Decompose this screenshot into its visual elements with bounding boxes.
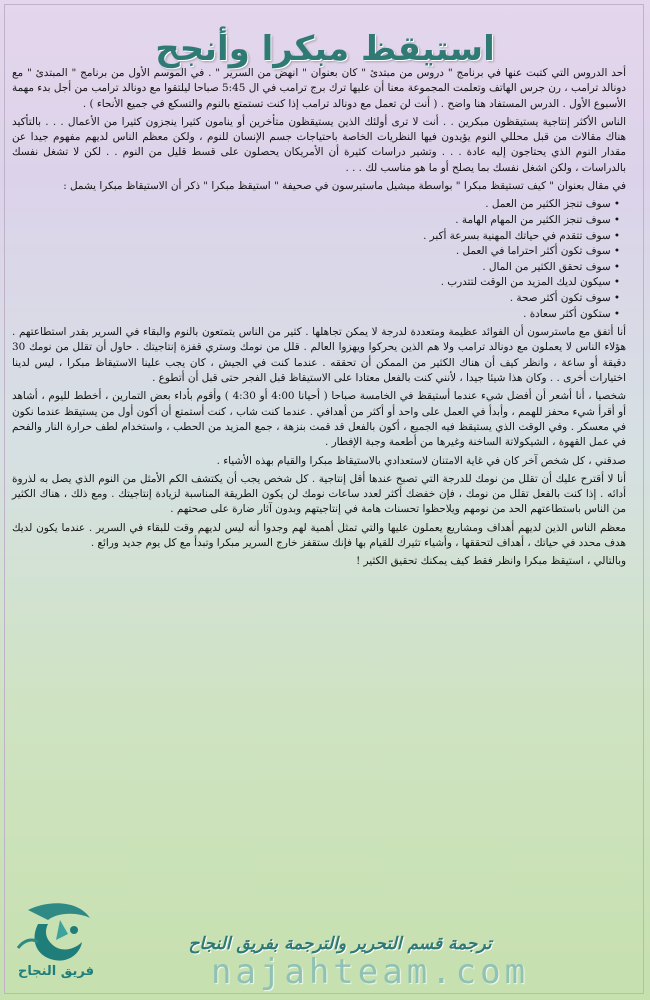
- list-item: • سوف تنجز الكثير من العمل .: [12, 197, 620, 213]
- website-watermark[interactable]: najahteam.com: [210, 952, 530, 992]
- translation-credit: ترجمة قسم التحرير والترجمة بفريق النجاح: [188, 934, 492, 954]
- list-item: • سيكون لديك المزيد من الوقت لتتدرب .: [12, 275, 620, 291]
- list-item: • سوف تكون أكثر صحة .: [12, 291, 620, 307]
- list-item: • ستكون أكثر سعادة .: [12, 307, 620, 323]
- paragraph-gratitude: صدقني ، كل شخص آخر كان في غاية الامتنان لاستعدادي بالاستيقاظ مبكرا والقيام بهذه الأشياء .: [216, 454, 626, 467]
- page-title: استيقظ مبكرا وأنجح: [155, 28, 495, 69]
- paragraph-advice: أنا لا أقترح عليك أن تقلل من نومك للدرجة التي تصبح عندها أقل إنتاجية . كل شخص يجب أن يكتشف الكم الأمثل من النوم الذي يصل به لذروة أدائه . إذا كنت بالفعل تقلل من نومك ، فإن خفضك أكثر لعدد ساعات نومك لن يكون الطريقة المناسبة لزيادة إنتاجيتك . ومع ذلك ، هناك الكثير من الناس باستطاعتهم الحد من نومهم ويلاحظوا تحسنات هامة في إنتاجيتهم وبدون آثار ضارة على صحتهم .: [12, 472, 626, 516]
- logo-text: فريق النجاح: [18, 964, 94, 979]
- list-item: • سوف تنجز الكثير من المهام الهامة .: [12, 213, 620, 229]
- paragraph-personal: شخصيا ، أنا أشعر أن أفضل شيء عندما أستيقظ في الخامسة صباحا ( أحيانا 4:00 أو 4:30 ) وأقوم بأداء بعض التمارين ، أخطط لليوم ، أشاهد أو أقرأ شيء محفز للهمم ، وأبدأ في العمل على واحد أو أكثر من أهدافي . عندما كنت شاب ، كنت أستمتع أن أكون أول من يستيقظ عندما نكون في معسكر . وفي الوقت الذي يستيقظ فيه الجميع ، أكون بالفعل قد قمت بنزهة ، جمع المزيد من الحطب ، واستخدام لطف حرارة النار والفحم في عمل القهوة ، الشيكولاتة الساخنة وغيرها من أطعمة وجبة الإفطار .: [12, 390, 626, 449]
- article-body: [12, 66, 626, 573]
- paragraph-article-reference: في مقال بعنوان " كيف تستيقظ مبكرا " بواسطة ميشيل ماستيرسون في صحيفة " استيقظ مبكرا " ذكر أن الاستيقاظ مبكرا يشمل :: [63, 180, 626, 193]
- paragraph-conclusion: وبالتالي ، استيقظ مبكرا وانظر فقط كيف يمكنك تحقيق الكثير !: [356, 555, 626, 568]
- list-item: • سوف تكون أكثر احتراما في العمل .: [12, 244, 620, 260]
- benefits-list: [12, 197, 626, 322]
- paragraph-goals: معظم الناس الذين لديهم أهداف ومشاريع يعملون عليها والتي تمثل أهمية لهم وجدوا أنه ليس لديهم وقت للبقاء في السرير . عندما يكون لديك هدف محدد في حياتك ، أهداف لتحققها ، وأشياء تثيرك للقيام بها فإنك ستقفز خارج السرير مبكرا وتبدأ مع كل يوم جديد ورائع .: [12, 521, 626, 549]
- paragraph-productive-people: الناس الأكثر إنتاجية يستيقظون مبكرين . . أنت لا ترى أولئك الذين يستيقظون متأخرين أو ينامون كثيرا ينجزون كثيرا من الأعمال . . . بالتأكيد هناك مقالات من قبل محللي النوم يؤيدون فيها النظريات الخاصة باحتياجات جسم الإنسان للنوم ، ولكن معظم الناس لديهم مفهوم جيدا عن مقدار النوم الذي يحتاجون إليه عادة . . . وتشير دراسات كثيرة أن الأمريكان يحصلون على قسط قليل من النوم . . لكن لا تشغل نفسك بالدراسات ، ولكن اشغل نفسك بما يصلح أو ما هو مناسب لك . . .: [12, 115, 626, 174]
- paragraph-intro: أحد الدروس التي كتبت عنها في برنامج " دروس من مبتدئ " كان بعنوان " انهض من السرير " . في الموسم الأول من برنامج " المبتدئ " مع دونالد ترامب ، رن جرس الهاتف وتعلمت المجموعة معنا أن عليها ترك برج ترامب في ال 5:45 صباحا ليلتقوا مع دونالد ترامب من أجل بدء مهمة الأسبوع الأول . الدرس المستفاد هنا واضح . ( أنت لن تعمل مع دونالد ترامب إذا كنت تستمتع بالنوم والتسكع في جميع الأنحاء ) .: [12, 67, 626, 110]
- list-item: • سوف تتقدم في حياتك المهنية بسرعة أكبر .: [12, 229, 620, 245]
- list-item: • سوف تحقق الكثير من المال .: [12, 260, 620, 276]
- paragraph-agreement: أنا أتفق مع ماسترسون أن الفوائد عظيمة ومتعددة لدرجة لا يمكن تجاهلها . كثير من الناس يتمتعون بالنوم والبقاء في السرير بقدر استطاعتهم . هؤلاء الناس لا يعملون مع دونالد ترامب ولا هم الذين يحركوا ويهزوا العالم . قلل من نومك وستري قفزة إنتاجيتك . حاول أن تقلل من نومك 30 دقيقة أو ساعة ، وانظر كيف أن هناك الكثير من الممكن أن تحققه . عندما كنت في الجيش ، كان يجب علينا الاستيقاظ مبكرا ، ليس لدينا اختيارات أخرى . . وكان هذا شيئا جيدا ، لأنني كنت بالفعل معتادا على الاستيقاظ قبل الفجر حتى قبل أن أتطوع .: [12, 326, 626, 385]
